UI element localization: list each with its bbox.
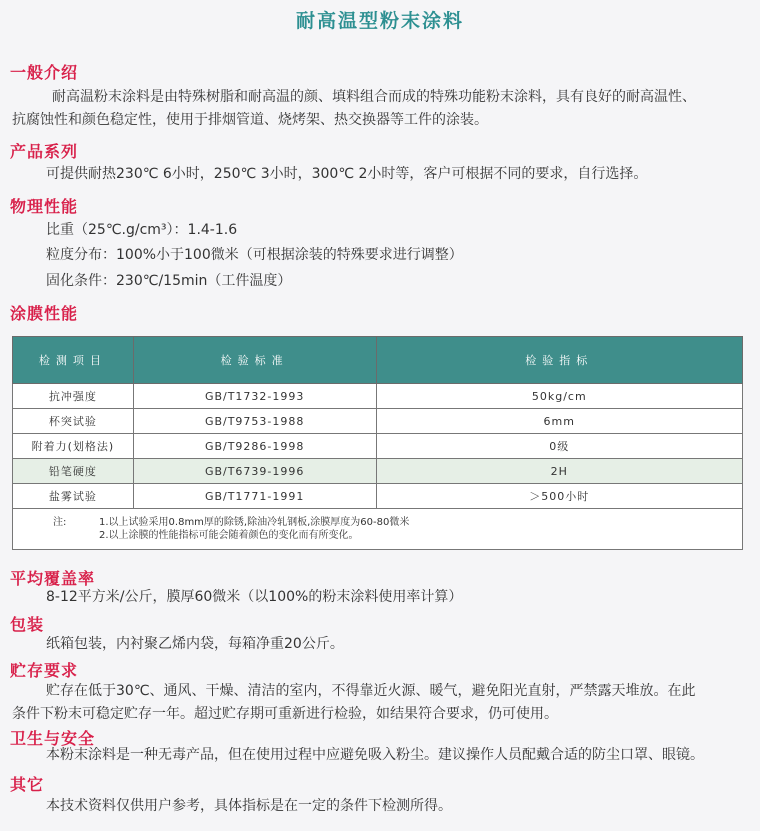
cell-value: 2H: [376, 459, 742, 484]
physical-line-3: 固化条件：230℃/15min（工件温度）: [46, 273, 292, 289]
table-note-row: [13, 509, 743, 550]
cell-value: 6mm: [376, 409, 742, 434]
storage-line-2: 条件下粉末可稳定贮存一年。超过贮存期可重新进行检验，如结果符合要求，仍可使用。: [12, 706, 558, 722]
heading-intro: 一般介绍: [10, 63, 79, 82]
safety-line-1: 本粉末涂料是一种无毒产品，但在使用过程中应避免吸入粉尘。建议操作人员配戴合适的防尘口罩、眼镜。: [46, 747, 704, 763]
other-line-1: 本技术资料仅供用户参考，具体指标是在一定的条件下检测所得。: [46, 798, 452, 814]
coverage-line-1: 8-12平方米/公斤，膜厚60微米（以100%的粉末涂料使用率计算）: [46, 589, 463, 605]
series-line-1: 可提供耐热230℃ 6小时，250℃ 3小时，300℃ 2小时等，客户可根据不同的要求，自行选择。: [46, 166, 648, 182]
packaging-line-1: 纸箱包装，内衬聚乙烯内袋，每箱净重20公斤。: [46, 636, 344, 652]
film-performance-table: [12, 336, 743, 550]
table-row: [13, 459, 743, 484]
intro-line-2: 抗腐蚀性和颜色稳定性，使用于排烟管道、烧烤架、热交换器等工件的涂装。: [12, 112, 488, 128]
cell-standard: GB/T9753-1988: [133, 409, 376, 434]
physical-line-2: 粒度分布：100%小于100微米（可根据涂装的特殊要求进行调整）: [46, 247, 463, 263]
table-header-row: [13, 337, 743, 384]
table-note: [13, 509, 743, 550]
heading-other: 其它: [10, 775, 45, 794]
heading-physical: 物理性能: [10, 197, 79, 216]
note-label: 注:: [53, 517, 67, 528]
heading-safety: 卫生与安全: [10, 729, 96, 748]
cell-value: 50kg/cm: [376, 384, 742, 409]
heading-storage: 贮存要求: [10, 661, 79, 680]
cell-standard: GB/T6739-1996: [133, 459, 376, 484]
heading-packaging: 包装: [10, 615, 45, 634]
header-test-item: 检测项目: [13, 337, 134, 384]
heading-coverage: 平均覆盖率: [10, 569, 96, 588]
page-title: 耐高温型粉末涂料: [295, 10, 464, 32]
cell-item: 铅笔硬度: [13, 459, 134, 484]
physical-line-1: 比重（25℃.g/cm³）：1.4-1.6: [46, 222, 238, 238]
cell-item: 附着力(划格法): [13, 434, 134, 459]
cell-standard: GB/T9286-1998: [133, 434, 376, 459]
heading-series: 产品系列: [10, 142, 79, 161]
table-row: [13, 484, 743, 509]
cell-item: 抗冲强度: [13, 384, 134, 409]
table-row: [13, 384, 743, 409]
cell-value: ＞500小时: [376, 484, 742, 509]
cell-standard: GB/T1732-1993: [133, 384, 376, 409]
cell-item: 杯突试验: [13, 409, 134, 434]
table-row: [13, 409, 743, 434]
table-row: [13, 434, 743, 459]
header-index: 检验指标: [376, 337, 742, 384]
cell-standard: GB/T1771-1991: [133, 484, 376, 509]
header-standard: 检验标准: [133, 337, 376, 384]
intro-line-1: 耐高温粉末涂料是由特殊树脂和耐高温的颜、填料组合而成的特殊功能粉末涂料，具有良好的耐高温性、: [52, 89, 696, 105]
note-line-1: 1.以上试验采用0.8mm厚的除锈,除油冷轧钢板,涂膜厚度为60-80微米: [99, 517, 410, 528]
cell-value: 0级: [376, 434, 742, 459]
storage-line-1: 贮存在低于30℃、通风、干燥、清洁的室内，不得靠近火源、暖气，避免阳光直射，严禁露天堆放。在此: [46, 683, 696, 699]
cell-item: 盐雾试验: [13, 484, 134, 509]
heading-film: 涂膜性能: [10, 304, 79, 323]
note-line-2: 2.以上涂膜的性能指标可能会随着颜色的变化而有所变化。: [99, 530, 359, 541]
